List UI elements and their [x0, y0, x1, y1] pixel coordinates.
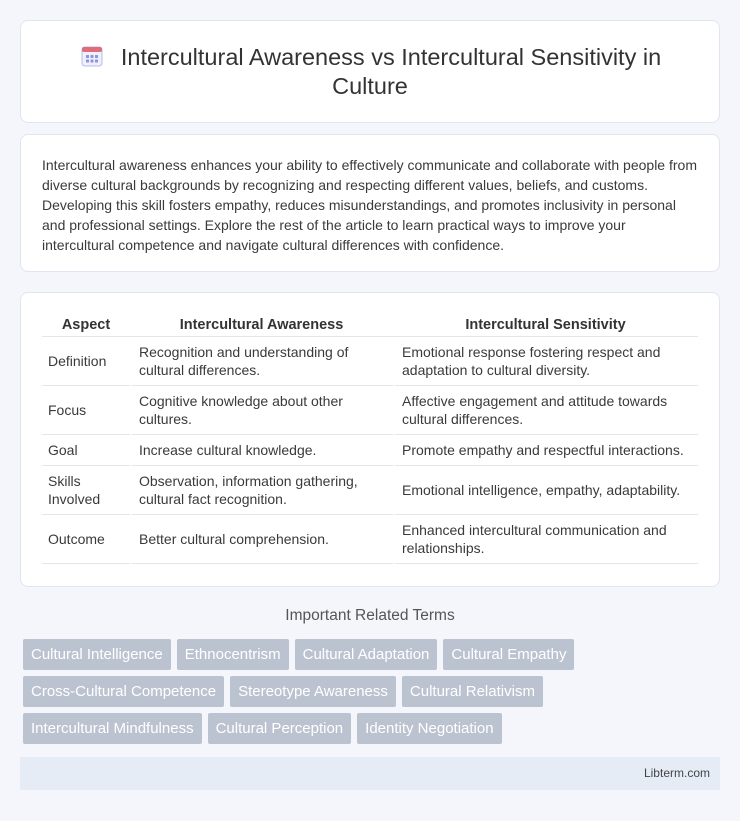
related-terms-list — [23, 639, 723, 750]
tag-row — [23, 676, 723, 707]
intro-card — [20, 134, 720, 272]
tag-cultural-empathy[interactable]: Cultural Empathy — [443, 639, 574, 670]
row-awareness: Increase cultural knowledge. — [130, 435, 393, 466]
table-row — [42, 435, 698, 466]
row-aspect: Goal — [42, 435, 130, 466]
page-title — [21, 43, 719, 101]
row-aspect: Outcome — [42, 515, 130, 564]
tag-cultural-perception[interactable]: Cultural Perception — [208, 713, 352, 744]
related-terms-title: Important Related Terms — [285, 607, 455, 624]
comparison-table — [42, 315, 698, 564]
table-row — [42, 466, 698, 515]
table-header-row — [42, 315, 698, 337]
tag-cultural-relativism[interactable]: Cultural Relativism — [402, 676, 543, 707]
row-aspect: Skills Involved — [42, 466, 130, 515]
table-row — [42, 386, 698, 435]
row-sensitivity: Promote empathy and respectful interactions. — [393, 435, 698, 466]
row-sensitivity: Emotional response fostering respect and adaptation to cultural diversity. — [393, 337, 698, 386]
tag-ethnocentrism[interactable]: Ethnocentrism — [177, 639, 289, 670]
footer — [20, 757, 720, 790]
header-aspect: Aspect — [42, 315, 130, 337]
table-row — [42, 337, 698, 386]
row-awareness: Better cultural comprehension. — [130, 515, 393, 564]
row-sensitivity: Enhanced intercultural communication and relationships. — [393, 515, 698, 564]
row-sensitivity: Affective engagement and attitude towards cultural differences. — [393, 386, 698, 435]
tag-stereotype-awareness[interactable]: Stereotype Awareness — [230, 676, 396, 707]
row-aspect: Definition — [42, 337, 130, 386]
row-aspect: Focus — [42, 386, 130, 435]
tag-row — [23, 713, 723, 744]
page-title-text: Intercultural Awareness vs Intercultural Sensitivity in Culture — [120, 44, 662, 99]
row-awareness: Observation, information gathering, cultural fact recognition. — [130, 466, 393, 515]
calendar-icon — [79, 43, 105, 69]
tag-cultural-intelligence[interactable]: Cultural Intelligence — [23, 639, 171, 670]
intro-paragraph: Intercultural awareness enhances your ability to effectively communicate and collaborate with people from diverse cultural backgrounds by recognizing and respecting different values, beliefs, and customs. Developing this skill fosters empathy, reduces misunderstandings, and promotes inclusivity in personal and professional settings. Explore the rest of the article to learn practical ways to improve your intercultural competence and navigate cultural differences with confidence. — [42, 157, 697, 253]
tag-cultural-adaptation[interactable]: Cultural Adaptation — [295, 639, 438, 670]
header-sensitivity: Intercultural Sensitivity — [393, 315, 698, 337]
row-awareness: Cognitive knowledge about other cultures. — [130, 386, 393, 435]
footer-site-link[interactable]: Libterm.com — [643, 766, 710, 780]
title-card — [20, 20, 720, 123]
comparison-card — [20, 292, 720, 587]
table-row — [42, 515, 698, 564]
tag-intercultural-mindfulness[interactable]: Intercultural Mindfulness — [23, 713, 202, 744]
header-awareness: Intercultural Awareness — [130, 315, 393, 337]
row-awareness: Recognition and understanding of cultural differences. — [130, 337, 393, 386]
tag-row — [23, 639, 723, 670]
tag-cross-cultural-competence[interactable]: Cross-Cultural Competence — [23, 676, 224, 707]
tag-identity-negotiation[interactable]: Identity Negotiation — [357, 713, 501, 744]
row-sensitivity: Emotional intelligence, empathy, adaptability. — [393, 466, 698, 515]
